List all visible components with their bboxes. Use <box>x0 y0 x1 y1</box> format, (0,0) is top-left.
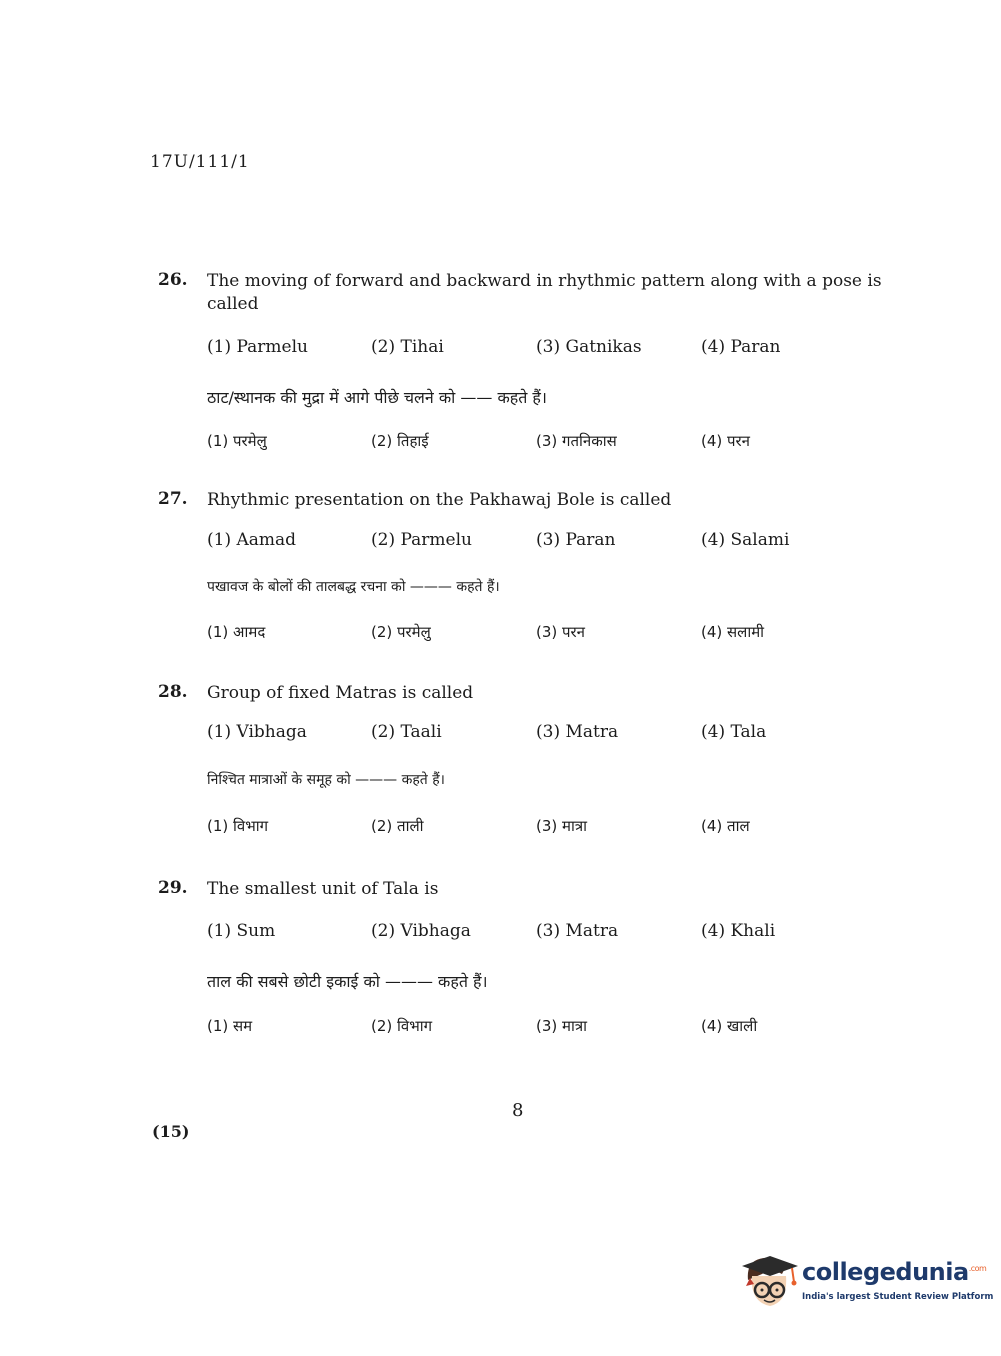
question-number: 26. <box>158 270 188 290</box>
option-2-hindi: (2) परमेलु <box>371 623 431 641</box>
option-4: (4) Salami <box>701 530 790 550</box>
option-4-hindi: (4) परन <box>701 432 750 450</box>
question-text-hindi: निश्चित मात्राओं के समूह को ——— कहते हैं। <box>207 772 445 788</box>
option-1-hindi: (1) आमद <box>207 623 266 641</box>
option-3: (3) Matra <box>536 722 619 742</box>
options-hindi <box>0 1016 1001 1042</box>
option-4: (4) Tala <box>701 722 767 742</box>
option-1: (1) Sum <box>207 921 276 941</box>
option-2-hindi: (2) विभाग <box>371 1017 433 1035</box>
question-text-hindi: पखावज के बोलों की तालबद्ध रचना को ——— कहते हैं। <box>207 579 500 595</box>
option-2: (2) Taali <box>371 722 442 742</box>
option-3: (3) Paran <box>536 530 616 550</box>
option-4-hindi: (4) सलामी <box>701 623 765 641</box>
option-2: (2) Vibhaga <box>371 921 471 941</box>
options-english <box>0 921 1001 947</box>
options-english <box>0 722 1001 748</box>
option-4-hindi: (4) ताल <box>701 817 750 835</box>
page-number: 8 <box>512 1100 524 1121</box>
question-text-hindi: ताल की सबसे छोटी इकाई को ——— कहते हैं। <box>207 972 488 991</box>
option-3-hindi: (3) मात्रा <box>536 1017 588 1035</box>
options-hindi <box>0 622 1001 648</box>
option-4-hindi: (4) खाली <box>701 1017 758 1035</box>
collegedunia-logo <box>742 1252 994 1316</box>
question-number: 28. <box>158 682 188 702</box>
graduate-mascot-icon <box>742 1252 800 1316</box>
option-1-hindi: (1) सम <box>207 1017 253 1035</box>
options-hindi <box>0 431 1001 457</box>
option-1: (1) Parmelu <box>207 337 308 357</box>
question-text: Group of fixed Matras is called <box>207 683 474 703</box>
options-english <box>0 337 1001 363</box>
question-number: 27. <box>158 489 188 509</box>
option-2: (2) Parmelu <box>371 530 472 550</box>
logo-name: collegedunia <box>802 1258 969 1286</box>
option-4: (4) Khali <box>701 921 776 941</box>
option-1: (1) Vibhaga <box>207 722 307 742</box>
option-2-hindi: (2) तिहाई <box>371 432 429 450</box>
option-3: (3) Gatnikas <box>536 337 642 357</box>
option-4: (4) Paran <box>701 337 781 357</box>
option-2: (2) Tihai <box>371 337 444 357</box>
options-hindi <box>0 816 1001 842</box>
option-3-hindi: (3) गतनिकास <box>536 432 617 450</box>
logo-suffix: .com <box>968 1264 987 1273</box>
logo-tagline: India's largest Student Review Platform <box>802 1292 994 1302</box>
option-3-hindi: (3) मात्रा <box>536 817 588 835</box>
question-text-hindi: ठाट/स्थानक की मुद्रा में आगे पीछे चलने को —— कहते हैं। <box>207 388 547 407</box>
question-number: 29. <box>158 878 188 898</box>
option-3: (3) Matra <box>536 921 619 941</box>
option-2-hindi: (2) ताली <box>371 817 424 835</box>
option-1-hindi: (1) विभाग <box>207 817 269 835</box>
paper-code: 17U/111/1 <box>150 152 250 172</box>
question-text: The smallest unit of Tala is <box>207 879 439 899</box>
option-1: (1) Aamad <box>207 530 297 550</box>
option-3-hindi: (3) परन <box>536 623 585 641</box>
question-text: The moving of forward and backward in rhythmic pattern along with a pose is called <box>207 271 882 314</box>
question-text: Rhythmic presentation on the Pakhawaj Bole is called <box>207 490 672 510</box>
footer-code: (15) <box>152 1122 190 1141</box>
options-english <box>0 530 1001 556</box>
option-1-hindi: (1) परमेलु <box>207 432 267 450</box>
